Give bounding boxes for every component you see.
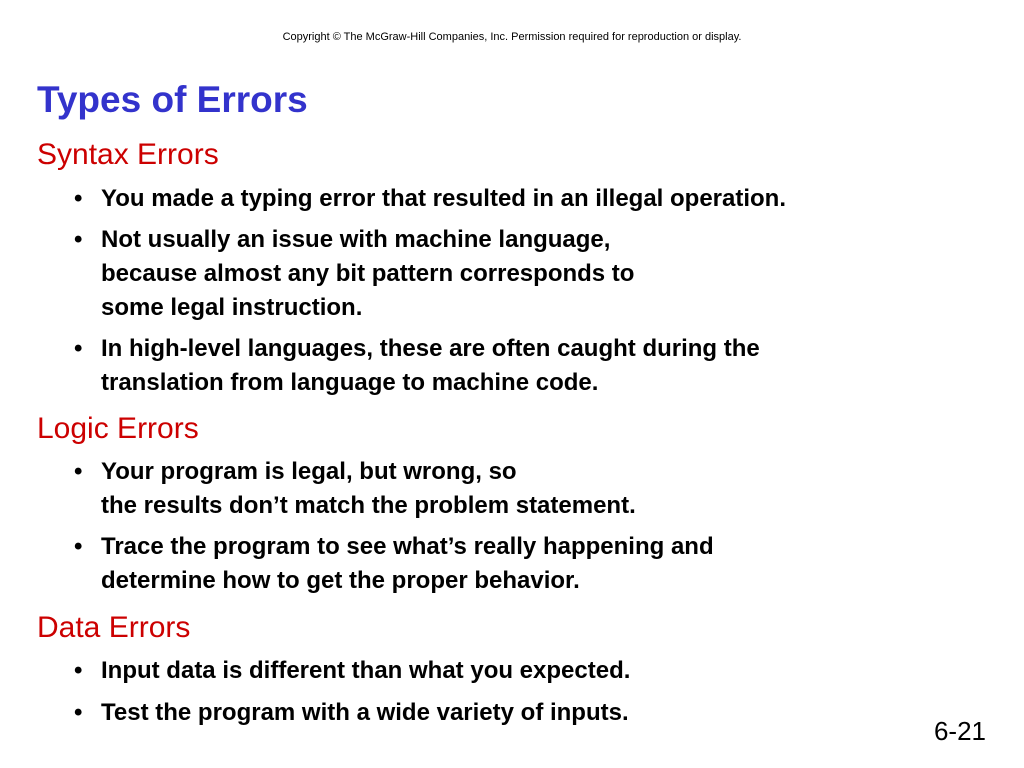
bullet-text: the results don’t match the problem statement. (101, 492, 636, 519)
bullet-item (37, 654, 1004, 688)
section-logic-errors (37, 412, 1004, 598)
bullet-text: determine how to get the proper behavior. (101, 567, 580, 594)
bullet-item (37, 696, 1004, 730)
bullet-text: because almost any bit pattern corresponds to (101, 260, 635, 287)
bullet-item (37, 223, 1004, 325)
bullet-dot-icon: • (74, 458, 83, 485)
bullet-text: some legal instruction. (101, 294, 363, 321)
slide-number: 6-21 (933, 716, 986, 746)
bullet-item (37, 530, 1004, 598)
bullet-text: You made a typing error that resulted in an illegal operation. (101, 185, 787, 212)
section-heading: Logic Errors (37, 412, 199, 445)
bullet-text: Test the program with a wide variety of inputs. (101, 699, 629, 726)
bullet-text: Input data is different than what you expected. (101, 657, 631, 684)
bullet-text: Trace the program to see what’s really happening and (101, 533, 714, 560)
bullet-item (37, 182, 1004, 216)
section-heading: Data Errors (37, 611, 191, 644)
bullet-dot-icon: • (74, 185, 83, 212)
bullet-dot-icon: • (74, 533, 83, 560)
section-syntax-errors (37, 138, 1004, 400)
bullet-dot-icon: • (74, 335, 83, 362)
bullet-dot-icon: • (74, 699, 83, 726)
bullet-text: In high-level languages, these are often caught during the (101, 335, 760, 362)
bullet-dot-icon: • (74, 226, 83, 253)
section-heading: Syntax Errors (37, 138, 219, 171)
bullet-text: Your program is legal, but wrong, so (101, 458, 517, 485)
bullet-text: translation from language to machine code. (101, 369, 599, 396)
bullet-dot-icon: • (74, 657, 83, 684)
bullet-text: Not usually an issue with machine language, (101, 226, 611, 253)
section-data-errors (37, 611, 1004, 730)
copyright-notice: Copyright © The McGraw-Hill Companies, Inc. Permission required for reproduction or display. (282, 31, 742, 43)
slide-title: Types of Errors (37, 79, 308, 120)
bullet-item (37, 332, 1004, 400)
bullet-item (37, 455, 1004, 523)
